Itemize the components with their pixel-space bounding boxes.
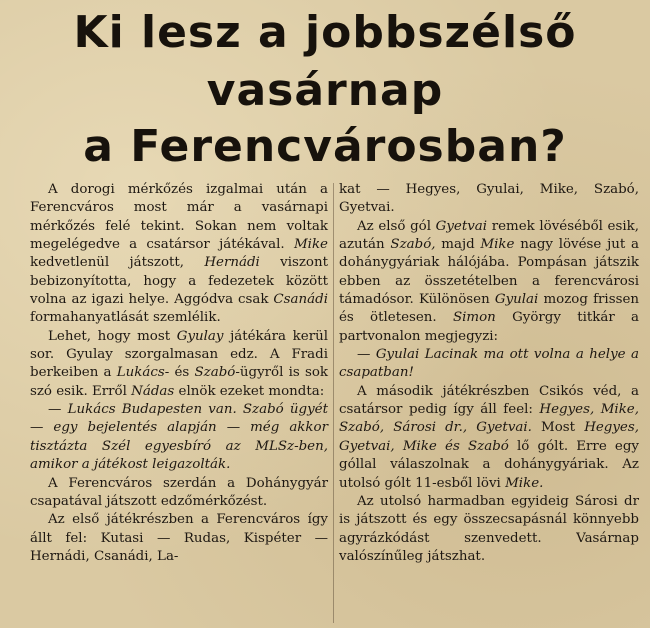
article-column-right (339, 181, 639, 566)
paragraph: Az első gól Gyetvai remek lövéséből esik, azután Szabó, majd Mike nagy lövése jut a dohánygyáriak hálójába. Pompásan játszik ebben az összetételben a ferencvárosi támadósor. Különösen Gyulai mozog frissen és ötletesen. Simon György titkár a partvonalon megjegyzi: (339, 218, 640, 344)
paragraph: Lehet, hogy most Gyulay játékára kerül sor. Gyulay szorgalmasan edz. A Fradi berkeiben a Lukács- és Szabó-ügyről is sok szó esik. Erről Nádas elnök ezeket mondta: (30, 328, 329, 399)
paragraph: A második játékrészben Csikós véd, a csatársor pedig így áll feel: Hegyes, Mike, Szabó, Sárosi dr., Gyetvai. Most Hegyes, Gyetvai, Mike és Szabó lő gólt. Erre egy góllal válaszolnak a dohánygyáriak. Az utolsó gólt 11-esből lövi Mike. (339, 383, 639, 491)
paragraph: A Ferencváros szerdán a Dohánygyár csapatával játszott edzőmérkőzést. (30, 475, 328, 509)
column-divider (333, 183, 334, 623)
headline-line-3: a Ferencvárosban? (83, 121, 567, 172)
quote-nadas: — Lukács Budapesten van. Szabó ügyét — egy bejelentés alapján — még akkor tisztázta Szél egyesbíró az MLSz-ben, amikor a játékost leigazolták. (30, 402, 328, 473)
headline-line-2: vasárnap (206, 65, 444, 116)
quote-simon: — Gyulai Lacinak ma ott volna a helye a csapatban! (339, 347, 639, 381)
paragraph: kat — Hegyes, Gyulai, Mike, Szabó, Gyetvai. (339, 182, 639, 216)
paragraph: Az utolsó harmadban egyideig Sárosi dr is játszott és egy összecsapásnál könnyebb agyrázkódást szenvedett. Vasárnap valószínűleg játszhat. (339, 493, 639, 564)
paragraph: A dorogi mérkőzés izgalmai után a Ferencváros most már a vasárnapi mérkőzés felé tekint. Sokan nem voltak megelégedve a csatársor játékával. Mike kedvetlenül játszott, Hernádi viszont bebizonyította, hogy a fedezetek között volna az igazi helye. Aggódva csak Csanádi formahanyatlását szemlélik. (30, 182, 328, 326)
paragraph: Az első játékrészben a Ferencváros így állt fel: Kutasi — Rudas, Kispéter — Hernádi, Csanádi, La- (30, 512, 328, 564)
article-column-left (30, 181, 328, 566)
headline-line-1: Ki lesz a jobbszélső (73, 7, 577, 58)
